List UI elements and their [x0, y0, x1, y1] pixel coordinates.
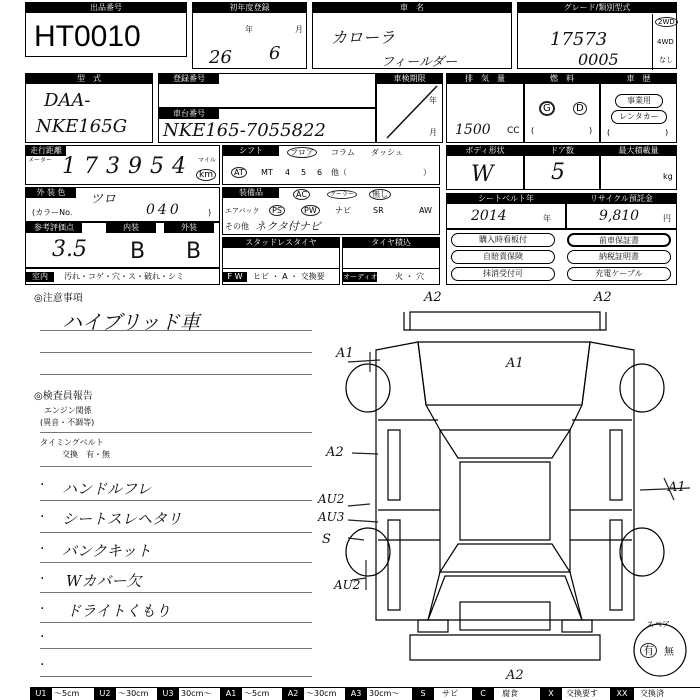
equip-sr: SR — [373, 206, 384, 215]
damage-mark-rear: A2 — [506, 668, 524, 683]
inspector-note-item: シートスレヘタリ — [62, 510, 182, 528]
seatbelt-year: 2014 — [471, 208, 507, 224]
equip-other-label: その他 — [225, 222, 249, 231]
bullet: · — [40, 541, 45, 557]
timing-belt-values: 交換 有・無 — [62, 450, 110, 459]
legend-desc: ～5cm — [244, 689, 270, 698]
fw-cell — [222, 268, 340, 285]
shift-4: 4 — [285, 168, 291, 177]
legend-code: A1 — [220, 687, 242, 700]
legend-desc: ～30cm — [118, 689, 149, 698]
note-line — [40, 562, 312, 563]
bullet: · — [40, 657, 45, 673]
doors-value: 5 — [551, 160, 565, 185]
seatbelt-label: シートベルト年 — [447, 194, 565, 204]
check-charging-cable: 充電ケーブル — [567, 267, 671, 281]
fuel-g: G — [539, 104, 555, 114]
doors-cell — [524, 145, 600, 190]
shift-cell — [222, 145, 440, 185]
equip-pw: PW — [301, 206, 320, 216]
damage-mark-left-fender: A1 — [336, 346, 354, 361]
damage-mark-left-side-1: AU2 — [318, 492, 345, 506]
chassis-number: NKE165-7055822 — [163, 120, 326, 141]
interior-score-value: B — [130, 239, 146, 264]
check-insurance: 自賠責保険 — [451, 250, 555, 264]
score-label: 参考評価点 — [26, 223, 82, 233]
inspector-note-item: ドライトくもり — [66, 602, 171, 620]
fuel-cell — [524, 73, 600, 143]
color-code-close: ) — [208, 208, 212, 217]
damage-mark-right-side: A1 — [668, 480, 686, 495]
equip-cooler: クーラー — [327, 190, 357, 200]
mileage-digit: 1 — [62, 154, 76, 179]
doors-label: ドア数 — [525, 146, 599, 156]
score-value: 3.5 — [52, 237, 87, 262]
audio-cell — [342, 268, 440, 285]
fuel-paren-close: ) — [589, 126, 593, 135]
equip-aw: AW — [419, 206, 432, 215]
damage-mark-front-left: A2 — [424, 290, 442, 305]
legend-desc: 30cm～ — [369, 689, 400, 698]
recycle-label: リサイクル預託金 — [567, 194, 676, 204]
note-line — [40, 676, 312, 677]
mileage-digit: 5 — [150, 154, 164, 179]
tire-load-label: タイヤ積込 — [343, 238, 439, 248]
score-cell — [25, 222, 220, 268]
studless-label: スタッドレスタイヤ — [223, 238, 339, 248]
bullet: · — [40, 477, 45, 493]
note-line — [40, 592, 312, 593]
legend-desc: 腐食 — [502, 689, 518, 698]
legend-code: U2 — [94, 687, 116, 700]
exterior-score-value: B — [186, 239, 202, 264]
drive-4wd: 4WD — [657, 38, 674, 46]
equip-navi: ナビ — [335, 206, 351, 215]
drive-2wd: 2WD — [655, 17, 678, 27]
shift-dash: ダッシュ — [371, 148, 403, 157]
vehicle-type-line-1: DAA- — [44, 90, 91, 111]
spare-label: スペア — [646, 620, 670, 629]
spare-no: 無 — [664, 647, 674, 658]
check-tax-cert: 納税証明書 — [567, 250, 671, 264]
model-line-1: カローラ — [331, 28, 396, 47]
equip-airbag: エアバック — [225, 207, 260, 215]
interior-condition-cell — [25, 268, 220, 285]
spare-yes: 有 — [640, 646, 657, 656]
displacement-label: 排 気 量 — [447, 74, 523, 84]
mileage-digit: 4 — [172, 154, 186, 179]
model-name-cell — [312, 2, 512, 69]
document-checks — [446, 229, 677, 285]
shift-at: AT — [231, 168, 247, 178]
capacity-unit: kg — [663, 172, 673, 181]
legend-code: X — [540, 687, 562, 700]
legend-code: XX — [610, 687, 634, 700]
first-reg-month-unit: 月 — [295, 25, 303, 34]
legend-code: U3 — [157, 687, 179, 700]
color-code-label: (カラーNo. — [32, 208, 73, 217]
fuel-paren-open: ( — [531, 126, 535, 135]
model-name-label: 車 名 — [313, 3, 511, 13]
legend-code: U1 — [30, 687, 52, 700]
lot-number-cell — [25, 2, 187, 57]
first-reg-month: 6 — [269, 43, 281, 64]
color-code: 040 — [146, 202, 182, 218]
displacement-unit: CC — [507, 126, 520, 136]
damage-mark-left-rear: AU2 — [334, 578, 361, 592]
note-line — [40, 432, 312, 433]
note-line — [40, 374, 312, 375]
first-registration-cell — [192, 2, 307, 69]
shift-other: 他（ — [331, 168, 347, 177]
displacement-cell — [446, 73, 524, 143]
registration-number-label: 登録番号 — [159, 74, 219, 84]
recycle-cell — [566, 193, 677, 229]
inspection-year-unit: 年 — [429, 96, 437, 105]
inspection-slash — [377, 84, 443, 142]
legend-desc: 交換要す — [566, 689, 598, 698]
shift-column: コラム — [331, 148, 355, 157]
first-reg-year-unit: 年 — [245, 25, 253, 34]
fuel-label: 燃 料 — [525, 74, 599, 84]
history-business: 事業用 — [615, 94, 663, 108]
shift-6: 6 — [317, 168, 323, 177]
engine-label: エンジン関係 — [44, 406, 92, 415]
legend-code: C — [472, 687, 494, 700]
shift-5: 5 — [301, 168, 307, 177]
grade-line-2: 0005 — [578, 50, 619, 69]
audio-label: オーディオ — [343, 273, 377, 281]
fw-label: F W — [223, 272, 247, 282]
recycle-unit: 円 — [663, 214, 671, 223]
inspector-note-item: Wカバー欠 — [66, 572, 142, 590]
shift-mt: MT — [261, 168, 273, 177]
registration-number-cell — [158, 73, 376, 108]
capacity-label: 最大積載量 — [601, 146, 676, 156]
grade-line-1: 17573 — [550, 29, 608, 50]
mileage-sublabel: メーター — [28, 157, 53, 164]
bullet: · — [40, 571, 45, 587]
legend-desc: サビ — [442, 689, 458, 698]
history-paren-open: ( — [607, 128, 611, 137]
note-line — [40, 532, 312, 533]
bullet: · — [40, 601, 45, 617]
engine-sublabel: (異音・不調等) — [40, 418, 95, 427]
damage-mark-left-side-2: AU3 — [318, 510, 345, 524]
legend-code: A3 — [345, 687, 367, 700]
exterior-score-label: 外装 — [164, 223, 214, 233]
equip-none: 無し — [369, 190, 391, 200]
note-line — [40, 466, 312, 467]
note-line — [40, 330, 312, 331]
shift-floor: フロア — [287, 148, 317, 158]
note-line — [40, 622, 312, 623]
mileage-label: 走行距離 — [26, 146, 66, 156]
legend-code: A2 — [282, 687, 304, 700]
interior-condition-values: 汚れ・コゲ・穴・ス・破れ・シミ — [64, 272, 184, 281]
check-warranty: 前車保証書 — [567, 233, 671, 247]
vehicle-type-line-2: NKE165G — [36, 116, 128, 137]
history-label: 車 歴 — [601, 74, 676, 84]
check-deregistration: 抹消受付可 — [451, 267, 555, 281]
body-type-value: W — [471, 162, 494, 187]
grade-cell — [517, 2, 677, 69]
chassis-number-label: 車台番号 — [159, 109, 219, 119]
caution-text: ハイブリッド車 — [62, 310, 200, 334]
bullet: · — [40, 629, 45, 645]
fw-values: ヒビ ・ A ・ 交換要 — [253, 272, 325, 281]
equipment-label: 装備品 — [223, 188, 279, 198]
legend-desc: ～30cm — [306, 689, 337, 698]
history-paren-close: ) — [665, 128, 669, 137]
grade-label: グレード/類別型式 — [518, 3, 676, 13]
equipment-cell — [222, 187, 440, 235]
chassis-number-cell — [158, 108, 376, 143]
timing-belt-label: タイミングベルト — [40, 438, 104, 447]
damage-mark-hood: A1 — [506, 356, 524, 371]
damage-mark-left-side-3: S — [322, 532, 331, 547]
caution-title: ◎注意事項 — [34, 293, 83, 304]
mileage-digit: 9 — [128, 154, 142, 179]
interior-score-label: 内装 — [106, 223, 156, 233]
body-type-label: ボディ形状 — [447, 146, 523, 156]
drive-none: なし — [659, 56, 673, 64]
inspector-title: ◎検査員報告 — [34, 391, 93, 402]
audio-values: 火 ・ 穴 — [395, 272, 425, 281]
lot-number-label: 出品番号 — [26, 3, 186, 13]
recycle-value: 9,810 — [599, 208, 640, 224]
model-line-2: フィールダー — [381, 55, 458, 70]
tire-load-cell — [342, 237, 440, 269]
exterior-color-label: 外 装 色 — [26, 188, 76, 198]
damage-mark-left-front-door: A2 — [326, 445, 344, 460]
legend-desc: 30cm～ — [181, 689, 212, 698]
equip-other-value: ネクタ付ナビ — [255, 220, 321, 233]
damage-mark-front-right: A2 — [594, 290, 612, 305]
note-line — [40, 500, 312, 501]
body-type-cell — [446, 145, 524, 190]
mileage-unit-km: km — [196, 170, 216, 180]
inspector-note-item: バンクキット — [62, 542, 152, 560]
check-purchase-sign: 購入時看板付 — [451, 233, 555, 247]
history-cell — [600, 73, 677, 143]
mileage-cell — [25, 145, 220, 185]
inspection-month-unit: 月 — [429, 128, 437, 137]
first-reg-year: 26 — [209, 47, 232, 68]
bullet: · — [40, 509, 45, 525]
inspection-cell — [376, 73, 443, 143]
note-line — [40, 352, 312, 353]
equip-ps: PS — [269, 206, 285, 216]
first-registration-label: 初年度登録 — [193, 3, 306, 13]
exterior-color-cell — [25, 187, 220, 222]
car-damage-diagram — [300, 290, 700, 685]
studless-cell — [222, 237, 340, 269]
seatbelt-cell — [446, 193, 566, 229]
lot-number: HT0010 — [34, 20, 141, 53]
inspector-note-item: ハンドルフレ — [62, 480, 152, 498]
note-line — [40, 648, 312, 649]
displacement-value: 1500 — [455, 122, 491, 138]
interior-condition-label: 室内 — [26, 272, 54, 282]
seatbelt-unit: 年 — [543, 214, 551, 223]
exterior-color-value: ツロ — [90, 192, 117, 207]
shift-other-close: ） — [423, 168, 431, 177]
history-rental: レンタカー — [611, 110, 667, 124]
legend-desc: ～5cm — [54, 689, 80, 698]
equip-ac: AC — [293, 190, 310, 200]
mileage-digit: 3 — [106, 154, 120, 179]
fuel-d: D — [573, 104, 587, 114]
mileage-unit-mile: マイル — [198, 157, 216, 164]
mileage-digit: 7 — [84, 154, 98, 179]
inspection-label: 車検期限 — [377, 74, 442, 84]
capacity-cell — [600, 145, 677, 190]
legend-code: S — [412, 687, 434, 700]
mileage-digits — [62, 154, 194, 184]
vehicle-type-label: 型 式 — [26, 74, 152, 84]
vehicle-type-cell — [25, 73, 153, 143]
shift-label: シフト — [223, 146, 279, 156]
legend-desc: 交換済 — [640, 689, 664, 698]
